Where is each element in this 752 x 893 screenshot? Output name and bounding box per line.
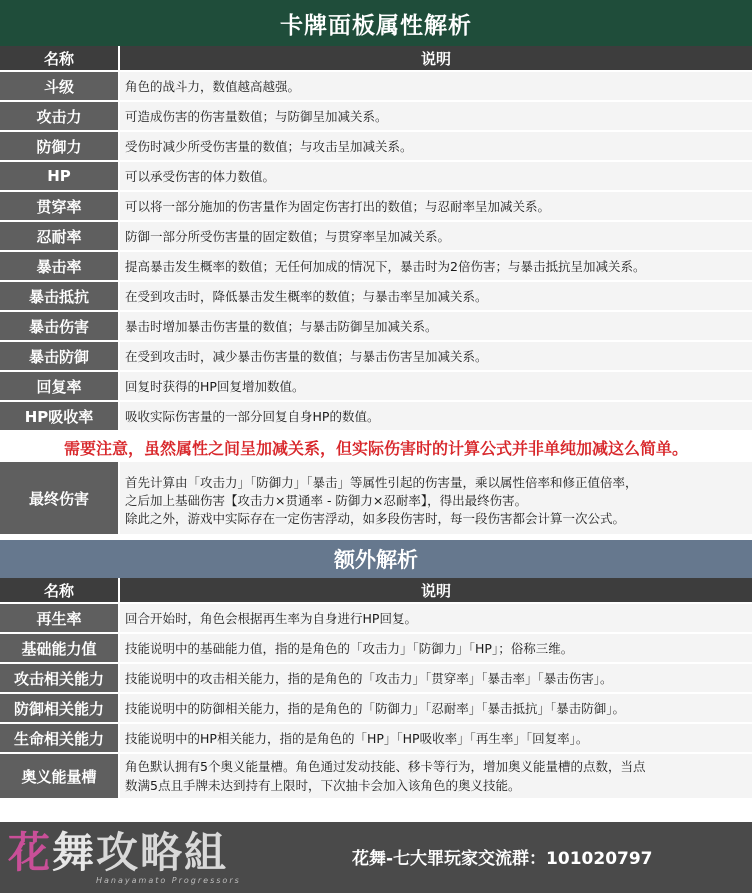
row-name: 防御相关能力 bbox=[0, 694, 120, 722]
logo-text bbox=[8, 830, 228, 876]
row-desc: 可以承受伤害的体力数值。 bbox=[120, 162, 752, 190]
row-desc: 可以将一部分施加的伤害量作为固定伤害打出的数值；与忍耐率呈加减关系。 bbox=[120, 192, 752, 220]
row-desc: 角色的战斗力，数值越高越强。 bbox=[120, 72, 752, 100]
row-desc: 受伤时减少所受伤害量的数值；与攻击呈加减关系。 bbox=[120, 132, 752, 160]
row-name: 攻击相关能力 bbox=[0, 664, 120, 692]
row-desc: 技能说明中的攻击相关能力，指的是角色的「攻击力」「贯穿率」「暴击率」「暴击伤害」。 bbox=[120, 664, 752, 692]
footer bbox=[0, 822, 752, 893]
row-name: HP bbox=[0, 162, 120, 190]
row-desc: 技能说明中的防御相关能力，指的是角色的「防御力」「忍耐率」「暴击抵抗」「暴击防御」。 bbox=[120, 694, 752, 722]
row-name: 最终伤害 bbox=[0, 462, 120, 534]
table-row bbox=[0, 252, 752, 282]
row-name: 生命相关能力 bbox=[0, 724, 120, 752]
row-name: 攻击力 bbox=[0, 102, 120, 130]
table-row bbox=[0, 634, 752, 664]
row-name: 奥义能量槽 bbox=[0, 754, 120, 798]
row-name: 暴击防御 bbox=[0, 342, 120, 370]
table-row bbox=[0, 282, 752, 312]
header-name: 名称 bbox=[0, 46, 120, 70]
table-row bbox=[0, 754, 752, 800]
row-desc: 技能说明中的基础能力值，指的是角色的「攻击力」「防御力」「HP」；俗称三维。 bbox=[120, 634, 752, 662]
row-desc: 吸收实际伤害量的一部分回复自身HP的数值。 bbox=[120, 402, 752, 430]
table-row bbox=[0, 664, 752, 694]
row-desc: 提高暴击发生概率的数值；无任何加成的情况下，暴击时为2倍伤害；与暴击抵抗呈加减关系。 bbox=[120, 252, 752, 280]
table-header bbox=[0, 46, 752, 72]
logo bbox=[0, 822, 300, 893]
row-name: 防御力 bbox=[0, 132, 120, 160]
section-title: 额外解析 bbox=[0, 536, 752, 578]
row-name: 暴击抵抗 bbox=[0, 282, 120, 310]
row-desc: 在受到攻击时，减少暴击伤害量的数值；与暴击伤害呈加减关系。 bbox=[120, 342, 752, 370]
row-name: 暴击率 bbox=[0, 252, 120, 280]
table-row bbox=[0, 222, 752, 252]
row-name: 贯穿率 bbox=[0, 192, 120, 220]
row-name: 回复率 bbox=[0, 372, 120, 400]
header-desc: 说明 bbox=[420, 581, 451, 600]
table-row bbox=[0, 102, 752, 132]
row-desc: 回复时获得的HP回复增加数值。 bbox=[120, 372, 752, 400]
logo-glyph-dance: 舞 bbox=[52, 828, 97, 877]
row-name: 基础能力值 bbox=[0, 634, 120, 662]
logo-glyph-flower: 花 bbox=[8, 828, 53, 877]
header-desc: 说明 bbox=[420, 49, 451, 68]
row-desc bbox=[120, 462, 752, 534]
group-contact: 花舞-七大罪玩家交流群：101020797 bbox=[352, 849, 653, 869]
table-row bbox=[0, 604, 752, 634]
desc-line: 角色默认拥有5个奥义能量槽。角色通过发动技能、移卡等行为，增加奥义能量槽的点数，当点 bbox=[125, 759, 646, 774]
table-header bbox=[0, 578, 752, 604]
row-name: HP吸收率 bbox=[0, 402, 120, 430]
row-desc: 可造成伤害的伤害量数值；与防御呈加减关系。 bbox=[120, 102, 752, 130]
logo-subtitle: Hanayamato Progressors bbox=[96, 876, 241, 885]
table-row bbox=[0, 312, 752, 342]
table-row bbox=[0, 132, 752, 162]
logo-glyph-group: 攻略組 bbox=[96, 828, 229, 877]
row-desc: 暴击时增加暴击伤害量的数值；与暴击防御呈加减关系。 bbox=[120, 312, 752, 340]
final-damage-row bbox=[0, 462, 752, 536]
row-name: 斗级 bbox=[0, 72, 120, 100]
row-desc: 在受到攻击时，降低暴击发生概率的数值；与暴击率呈加减关系。 bbox=[120, 282, 752, 310]
table-row bbox=[0, 162, 752, 192]
table-row bbox=[0, 192, 752, 222]
table-row bbox=[0, 724, 752, 754]
row-name: 再生率 bbox=[0, 604, 120, 632]
row-desc: 技能说明中的HP相关能力，指的是角色的「HP」「HP吸收率」「再生率」「回复率」。 bbox=[120, 724, 752, 752]
table-row bbox=[0, 372, 752, 402]
desc-line: 首先计算由「攻击力」「防御力」「暴击」等属性引起的伤害量，乘以属性倍率和修正值倍率， bbox=[125, 474, 638, 490]
header-name: 名称 bbox=[0, 578, 120, 602]
table-row bbox=[0, 694, 752, 724]
page-title: 卡牌面板属性解析 bbox=[0, 0, 752, 46]
row-name: 暴击伤害 bbox=[0, 312, 120, 340]
row-desc: 防御一部分所受伤害量的固定数值；与贯穿率呈加减关系。 bbox=[120, 222, 752, 250]
row-desc: 回合开始时，角色会根据再生率为自身进行HP回复。 bbox=[120, 604, 752, 632]
table-row bbox=[0, 342, 752, 372]
row-desc bbox=[120, 754, 752, 798]
desc-line: 之后加上基础伤害【攻击力×贯通率 - 防御力×忍耐率】，得出最终伤害。 bbox=[125, 492, 528, 508]
attribute-table bbox=[0, 72, 752, 432]
row-name: 忍耐率 bbox=[0, 222, 120, 250]
desc-line: 数满5点且手牌未达到持有上限时，下次抽卡会加入该角色的奥义技能。 bbox=[125, 778, 521, 793]
desc-line: 除此之外，游戏中实际存在一定伤害浮动，如多段伤害时，每一段伤害都会计算一次公式。 bbox=[125, 510, 626, 526]
table-row bbox=[0, 402, 752, 432]
table-row bbox=[0, 72, 752, 102]
extra-table bbox=[0, 604, 752, 800]
warning-note: 需要注意，虽然属性之间呈加减关系，但实际伤害时的计算公式并非单纯加减这么简单。 bbox=[0, 432, 752, 462]
